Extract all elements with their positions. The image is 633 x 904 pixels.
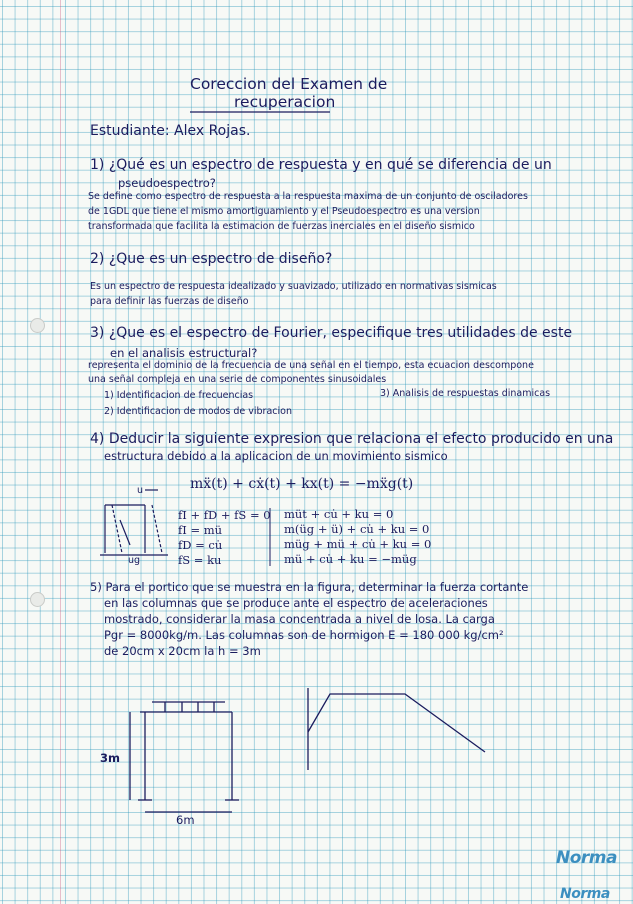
q3-answer-line-2: una señal compleja en una serie de componentes sinusoidales [88, 374, 387, 385]
q1-answer-line-2: de 1GDL que tiene el mismo amortiguamiento y el Pseudoespectro es una version [88, 206, 480, 217]
notebook-brand-logo: Norma [556, 848, 617, 868]
q5-line-2: en las columnas que se produce ante el espectro de aceleraciones [104, 596, 488, 610]
student-name: Estudiante: Alex Rojas. [90, 123, 251, 139]
q3-utility-3: 3) Analisis de respuestas dinamicas [380, 388, 551, 399]
q4-right-eq-3: müg + mü + cu̇ + ku = 0 [284, 537, 432, 551]
q5-line-5: de 20cm x 20cm la h = 3m [104, 644, 261, 658]
q4-right-eq-1: müt + cu̇ + ku = 0 [284, 507, 394, 521]
notebook-brand-logo-bottom: Norma [560, 886, 610, 902]
q2-answer-line-2: para definir las fuerzas de diseño [90, 296, 249, 307]
q1-answer-line-1: Se define como espectro de respuesta a la respuesta maxima de un conjunto de osciladores [88, 191, 528, 202]
q4-question-line-2: estructura debido a la aplicacion de un movimiento sismico [104, 449, 448, 463]
q4-left-eq-1: fI + fD + fS = 0 [178, 508, 271, 522]
q4-sketch-label-u: u [137, 485, 144, 496]
q5-line-4: Pgr = 8000kg/m. Las columnas son de hormigon E = 180 000 kg/cm² [104, 628, 504, 642]
q3-answer-line-1: representa el dominio de la frecuencia de una señal en el tiempo, esta ecuacion descompone [88, 360, 534, 371]
q4-left-eq-4: fS = ku [178, 553, 222, 567]
title-line-1: Coreccion del Examen de [190, 75, 388, 93]
q5-line-1: 5) Para el portico que se muestra en la figura, determinar la fuerza cortante [90, 580, 529, 594]
q3-utility-2: 2) Identificacion de modos de vibracion [104, 406, 292, 417]
q4-left-eq-2: fI = mü [178, 523, 223, 537]
q4-main-equation: mẍ(t) + cẋ(t) + kx(t) = −mẍg(t) [190, 476, 414, 492]
q2-answer-line-1: Es un espectro de respuesta idealizado y suavizado, utilizado en normativas sismicas [90, 281, 497, 292]
q4-sketch-label-ug: ug [128, 555, 141, 566]
q1-question-line-2: pseudoespectro? [118, 176, 216, 190]
q4-right-eq-2: m(üg + ü) + cu̇ + ku = 0 [284, 522, 430, 536]
q1-question-line-1: 1) ¿Qué es un espectro de respuesta y en qué se diferencia de un [90, 157, 552, 173]
q5-dim-width: 6m [176, 813, 195, 827]
q4-question-line-1: 4) Deducir la siguiente expresion que relaciona el efecto producido en una [90, 431, 614, 447]
q5-dim-height: 3m [100, 751, 120, 765]
q4-right-eq-4: mü + cu̇ + ku = −müg [284, 552, 417, 566]
q5-line-3: mostrado, considerar la masa concentrada a nivel de losa. La carga [104, 612, 495, 626]
q3-question-line-2: en el analisis estructural? [110, 346, 258, 360]
title-line-2: recuperacion [234, 93, 336, 111]
q3-utility-1: 1) Identificacion de frecuencias [104, 390, 254, 401]
q3-question-line-1: 3) ¿Que es el espectro de Fourier, especifique tres utilidades de este [90, 325, 573, 341]
q2-question: 2) ¿Que es un espectro de diseño? [90, 251, 333, 267]
q1-answer-line-3: transformada que facilita la estimacion de fuerzas inerciales en el diseño sismico [88, 221, 475, 232]
q4-left-eq-3: fD = cu̇ [178, 538, 223, 552]
